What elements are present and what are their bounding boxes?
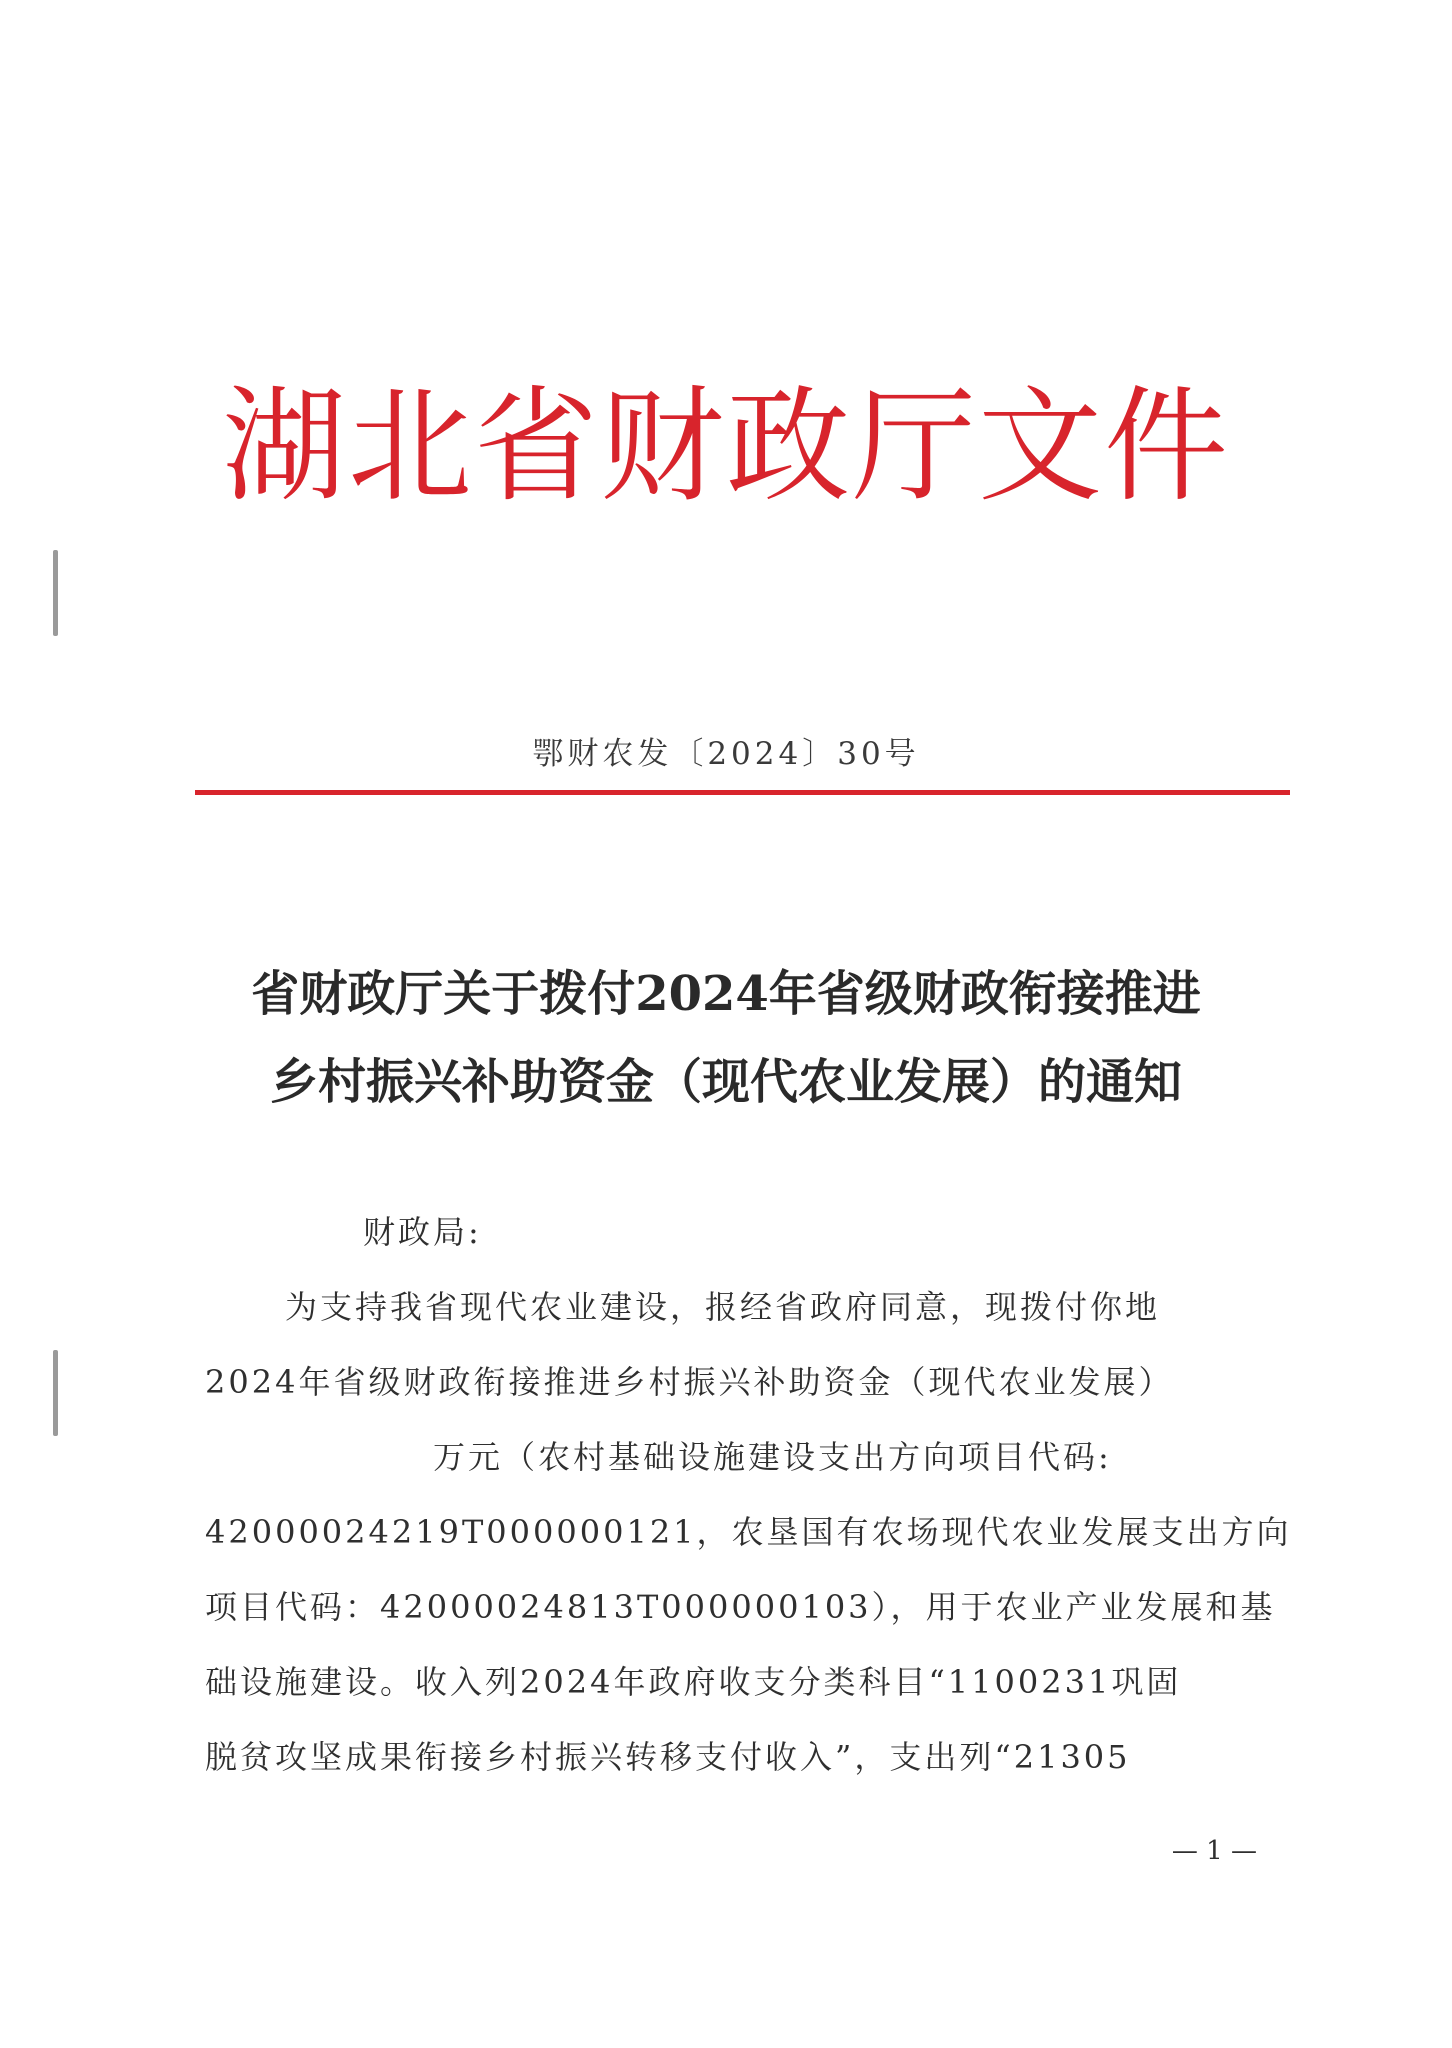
body-line: 脱贫攻坚成果衔接乡村振兴转移支付收入”，支出列“21305: [205, 1738, 1131, 1776]
notice-title: [0, 950, 1452, 1126]
issuer-header: 湖北省财政厅文件: [221, 375, 1230, 519]
staple-mark: [53, 1350, 58, 1436]
body-line: 2024年省级财政衔接推进乡村振兴补助资金（现代农业发展）: [205, 1363, 1174, 1401]
body-line: 42000024219T000000121，农垦国有农场现代农业发展支出方向: [205, 1513, 1292, 1551]
notice-title-line: 省财政厅关于拨付2024年省级财政衔接推进: [251, 966, 1201, 1022]
body-line: 万元（农村基础设施建设支出方向项目代码:: [433, 1438, 1112, 1476]
red-divider: [195, 790, 1290, 795]
staple-mark: [53, 550, 58, 636]
document-number: 鄂财农发〔2024〕30号: [532, 736, 920, 772]
salutation: 财政局:: [363, 1213, 482, 1251]
notice-title-line: 乡村振兴补助资金（现代农业发展）的通知: [269, 1054, 1182, 1110]
body-line: 础设施建设。收入列2024年政府收支分类科目“1100231巩固: [205, 1663, 1182, 1701]
notice-body: [205, 1195, 1292, 1795]
body-line: 为支持我省现代农业建设，报经省政府同意，现拨付你地: [285, 1288, 1161, 1326]
body-line: 项目代码：42000024813T000000103），用于农业产业发展和基: [205, 1588, 1276, 1626]
page-number: — 1 —: [1171, 1836, 1257, 1866]
